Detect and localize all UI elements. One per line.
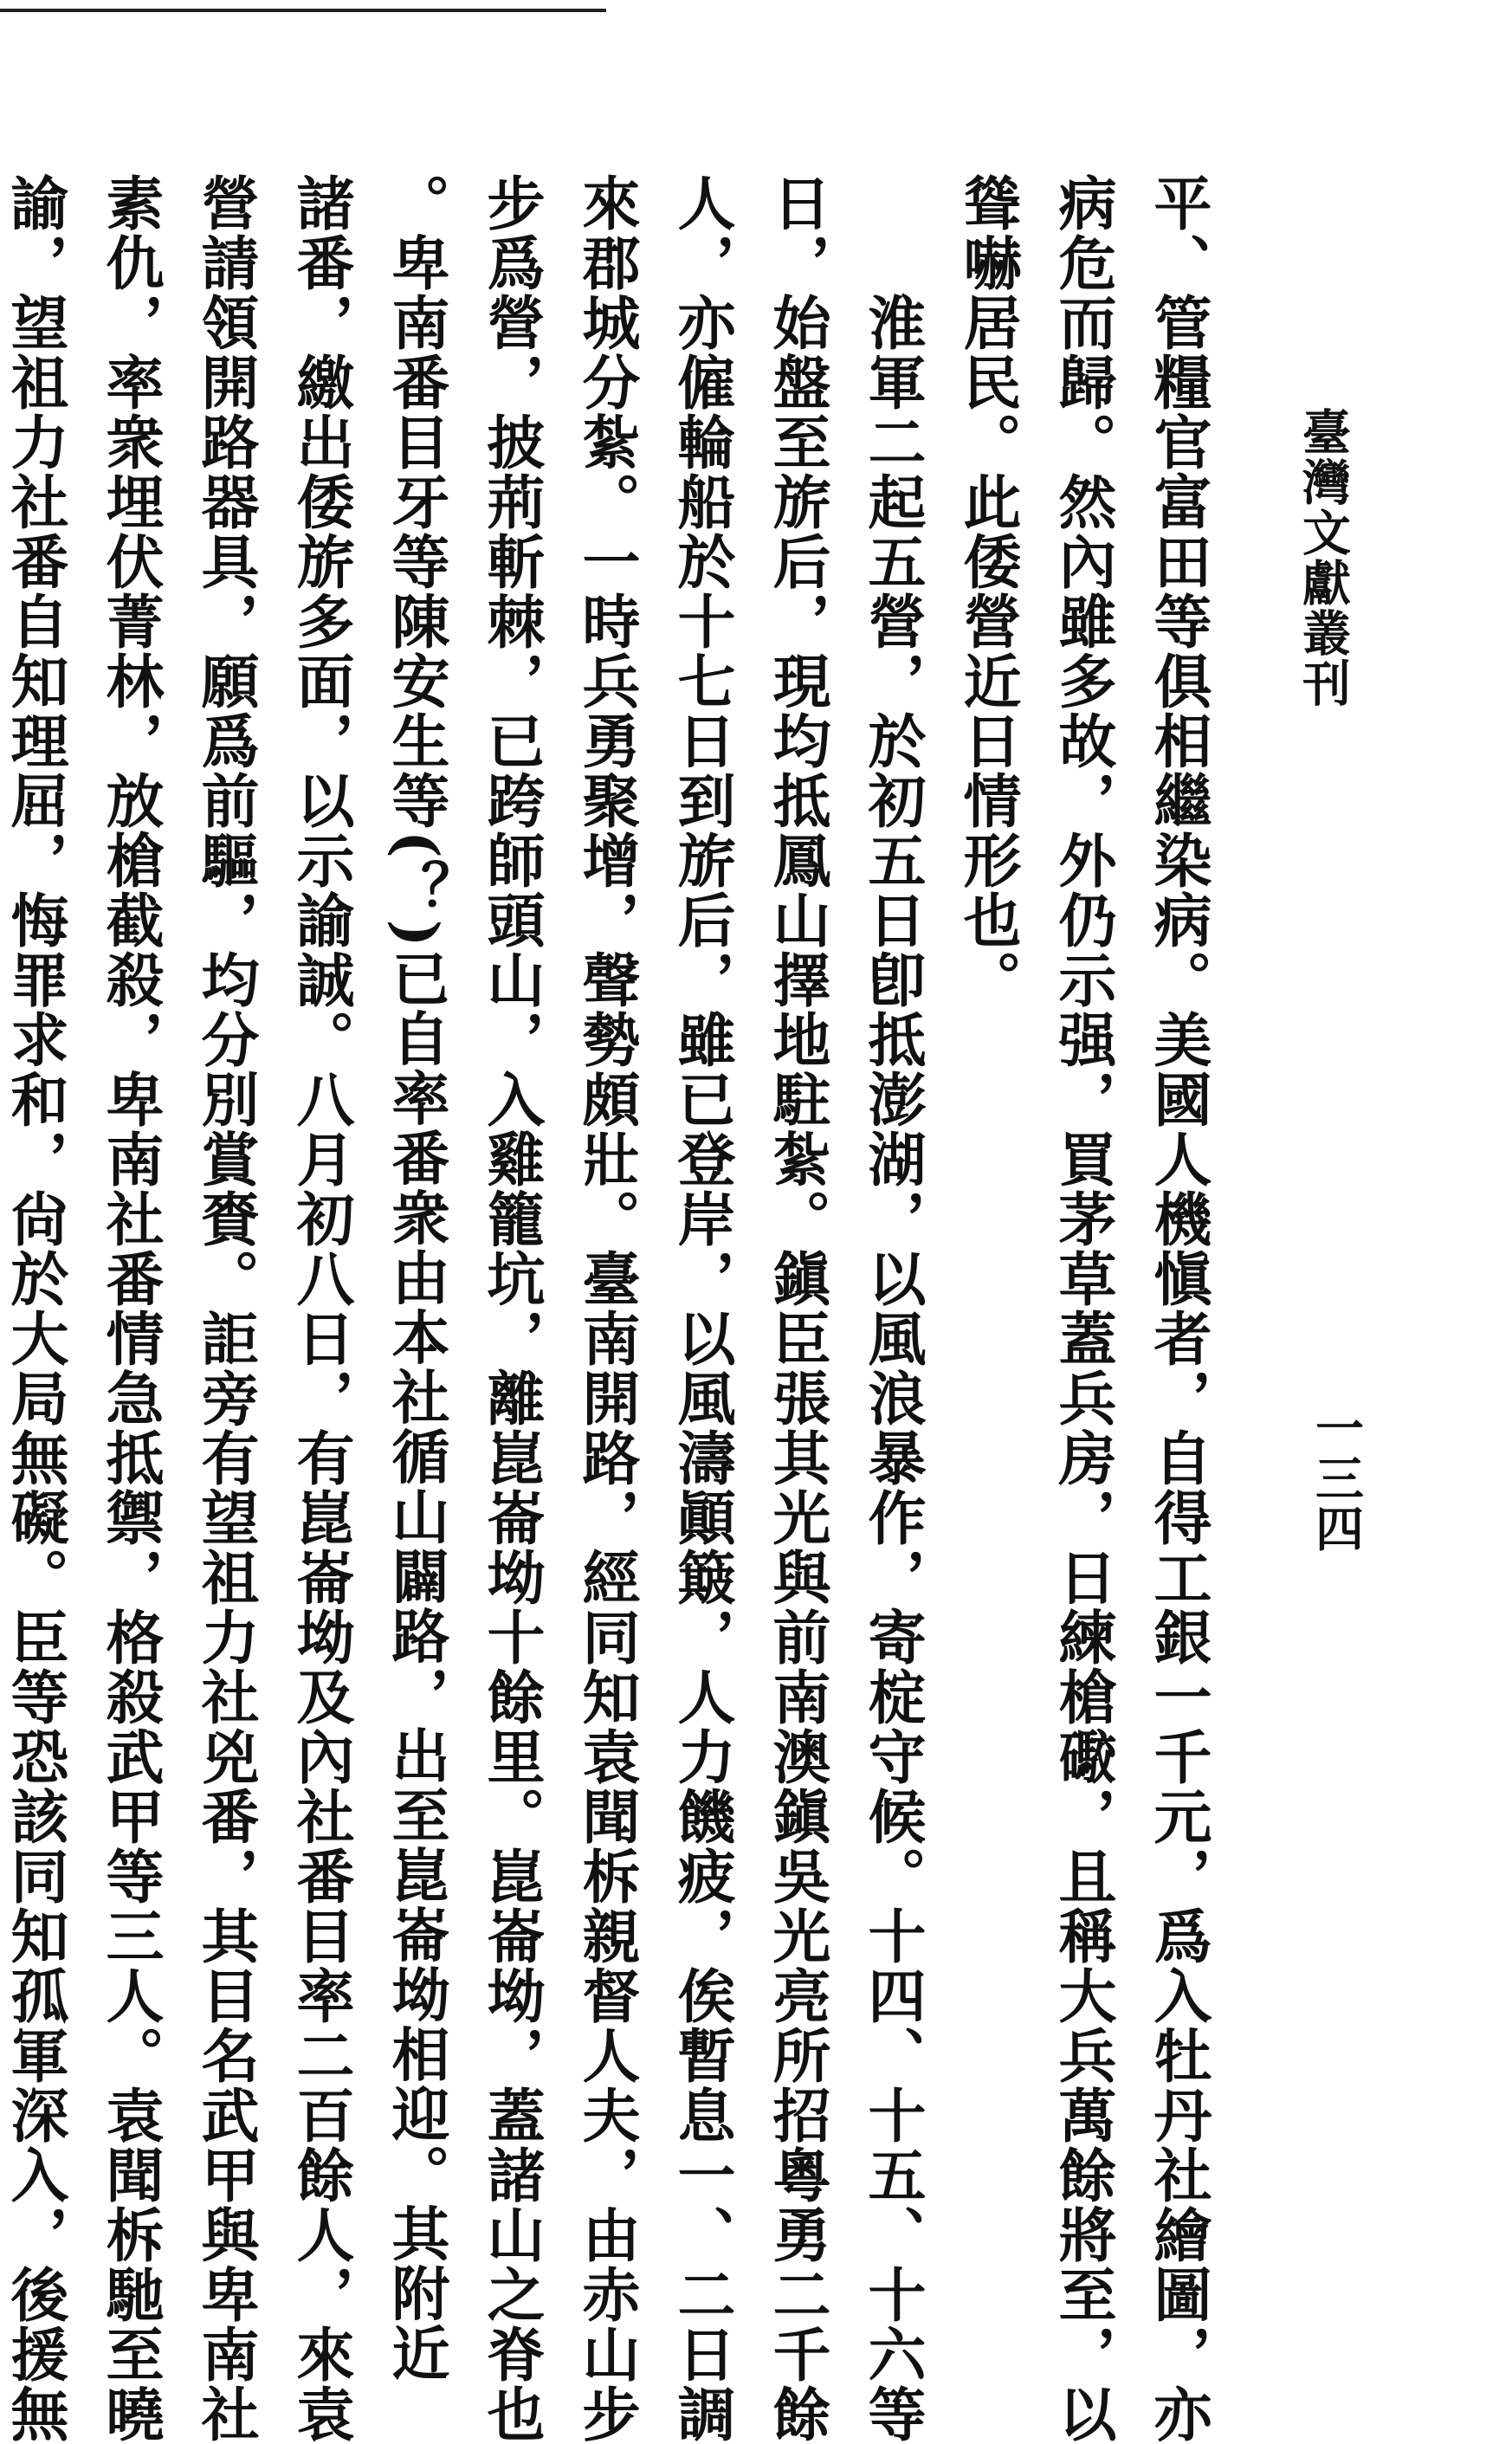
text-line: 人，亦僱輪船於十七日到旂后，雖已登岸，以風濤顚簸，人力饑疲，俟暫息一、二日調 (669, 173, 737, 2444)
page-number: 一三四 (1308, 1403, 1365, 1554)
text-line: 淮軍二起五營，於初五日卽抵澎湖，以風浪暴作，寄椗守候。十四、十五、十六等 (859, 173, 927, 2444)
text-line: 營請領開路器具，願爲前驅，均分別賞賚。詎旁有望祖力社兇番，其目名武甲與卑南社 (192, 173, 261, 2444)
text-line: 病危而歸。然內雖多故，外仍示强，買茅草蓋兵房，日練槍礮，且稱大兵萬餘將至，以 (1050, 173, 1118, 2444)
series-title: 臺灣文獻叢刊 (1295, 407, 1352, 708)
text-line: 步爲營，披荊斬棘，已跨師頭山，入雞籠坑，離崑崙坳十餘里。崑崙坳，蓋諸山之脊也 (478, 173, 546, 2444)
text-line: 。卑南番目牙等陳安生等(？)已自率番衆由本社循山闢路，出至崑崙坳相迎。其附近 (383, 173, 451, 2383)
text-line: 素仇，率衆埋伏菁林，放槍截殺，卑南社番情急抵禦，格殺武甲等三人。袁聞柝馳至曉 (97, 173, 165, 2444)
top-border-line (0, 9, 606, 12)
text-line: 日，始盤至旂后，現均抵鳳山擇地駐紮。鎭臣張其光與前南澳鎭吳光亮所招粵勇二千餘 (764, 173, 832, 2444)
text-line: 諸番，繳出倭旂多面，以示諭誠。八月初八日，有崑崙坳及內社番目率二百餘人，來袁 (288, 173, 356, 2444)
text-line: 聳嚇居民。此倭營近日情形也。 (954, 173, 1023, 1010)
text-line: 諭，望祖力社番自知理屈，悔罪求和，尙於大局無礙。臣等恐該同知孤軍深入，後援無 (2, 173, 70, 2444)
main-text (0, 173, 1226, 2444)
text-line: 平、管糧官富田等俱相繼染病。美國人機愼者，自得工銀一千元，爲入牡丹社繪圖，亦 (1145, 173, 1213, 2444)
text-line: 來郡城分紮。一時兵勇聚增，聲勢頗壯。臺南開路，經同知袁聞柝親督人夫，由赤山步 (573, 173, 642, 2444)
